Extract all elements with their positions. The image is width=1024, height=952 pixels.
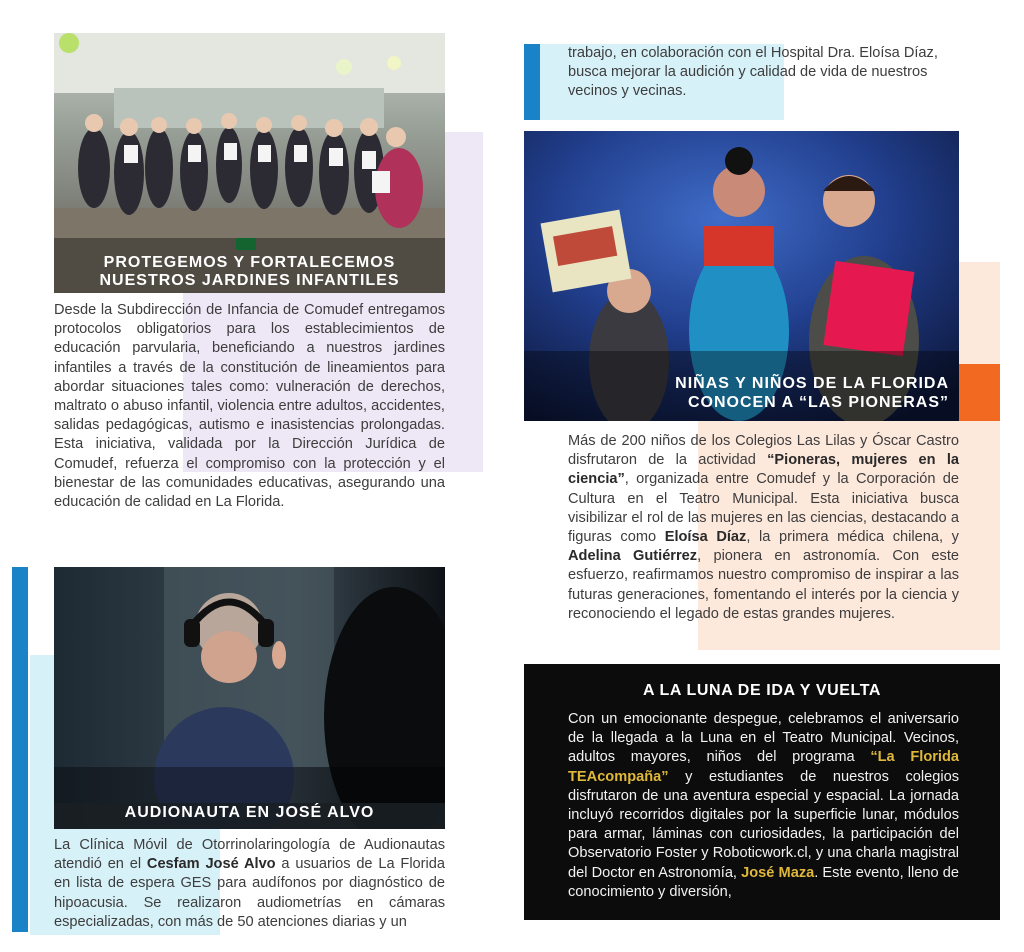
article2-body xyxy=(54,836,445,932)
article2-caption: AUDIONAUTA EN JOSÉ ALVO xyxy=(124,804,375,821)
article3-text-part4: , pionera en astronomía. Con este esfuerzo, reafirmamos nuestro compromiso de inspirar a las futuras generaciones, fomentando el interés por la ciencia y reconociendo el legado de estas grandes mujeres. xyxy=(568,548,959,622)
article2-continued-body: trabajo, en colaboración con el Hospital Dra. Eloísa Díaz, busca mejorar la audición y calidad de vida de nuestros vecinos y vecinas. xyxy=(568,45,938,100)
article1-caption-line2: NUESTROS JARDINES INFANTILES xyxy=(99,272,400,289)
article4-text-part2: y estudiantes de nuestros colegios disfrutaron de una aventura especial y espacial. La jornada incluyó recorridos digitales por la superficie lunar, módulos para armar, láminas con curiosidades, la participación del Observatorio Foster y Roboticwork.cl, y una charla magistral del Doctor en Astronomía, xyxy=(568,768,959,881)
article3-caption-line1: NIÑAS Y NIÑOS DE LA FLORIDA xyxy=(675,375,949,392)
article4-highlight-jose-maza: José Maza xyxy=(741,864,815,881)
article4-title: A LA LUNA DE IDA Y VUELTA xyxy=(642,682,882,699)
article2-text-part2: a usuarios de La Florida en lista de espera GES para audífonos por diagnóstico de hipoacusia. Se realizaron audiometrías en cámaras especializadas, con más de 50 atenciones diarias y un xyxy=(54,856,446,930)
blue-bar-top-right xyxy=(524,44,540,120)
article3-text-part1: Más de 200 niños de los Colegios Las Lilas y Óscar Castro disfrutaron de la actividad xyxy=(568,433,959,469)
article3-bold-eloisa: Eloísa Díaz xyxy=(664,529,747,546)
article3-bold-adelina: Adelina Gutiérrez xyxy=(568,548,698,565)
article3-bold-pioneras: “Pioneras, mujeres en la ciencia” xyxy=(568,452,960,488)
article3-body xyxy=(568,432,959,624)
article3-text-part2: , organizada entre Comudef y la Corporación de Cultura en el Teatro Municipal. Esta iniciativa busca visibilizar el rol de las mujeres en las ciencias, destacando a figuras como xyxy=(568,471,959,546)
article4-text-part3: . Este evento, lleno de conocimiento y diversión, xyxy=(568,864,959,900)
article4-text-part1: Con un emocionante despegue, celebramos el aniversario de la llegada a la Luna en el Teatro Municipal. Vecinos, adultos mayores, niños del programa xyxy=(568,711,959,766)
article2-bold-cesfam: Cesfam José Alvo xyxy=(146,856,276,873)
article4-body xyxy=(568,710,959,902)
article1-body: Desde la Subdirección de Infancia de Comudef entregamos protocolos obligatorios para los establecimientos de educación parvularia, beneficiando a nuestros jardines infantiles a través de la constitución de lineamientos para abordar situaciones tales como: vulneración de derechos, maltrato o abuso infantil, violencia entre adultos, accidentes, salidas pedagógicas, autismo e inasistencias prolongadas. Esta iniciativa, validada por la Dirección Jurídica de Comudef, refuerza el compromiso con la protección y el bienestar de las comunidades educativas, asegurando una educación de calidad en La Florida. xyxy=(54,302,445,511)
article3-caption-line2: CONOCEN A “LAS PIONERAS” xyxy=(687,394,949,411)
article3-text-part3: , la primera médica chilena, y xyxy=(746,529,959,546)
article1-caption-line1: PROTEGEMOS Y FORTALECEMOS xyxy=(103,254,396,271)
blue-bar-bottom-left xyxy=(12,567,28,932)
orange-accent-bar xyxy=(956,364,1000,421)
article4-highlight-teacompana: “La Florida TEAcompaña” xyxy=(568,749,960,785)
article1-caption xyxy=(54,254,445,290)
article2-text-part1: La Clínica Móvil de Otorrinolaringología de Audionautas atendió en el xyxy=(54,837,445,873)
article3-caption xyxy=(540,374,949,412)
photo-audiometry xyxy=(54,567,445,829)
